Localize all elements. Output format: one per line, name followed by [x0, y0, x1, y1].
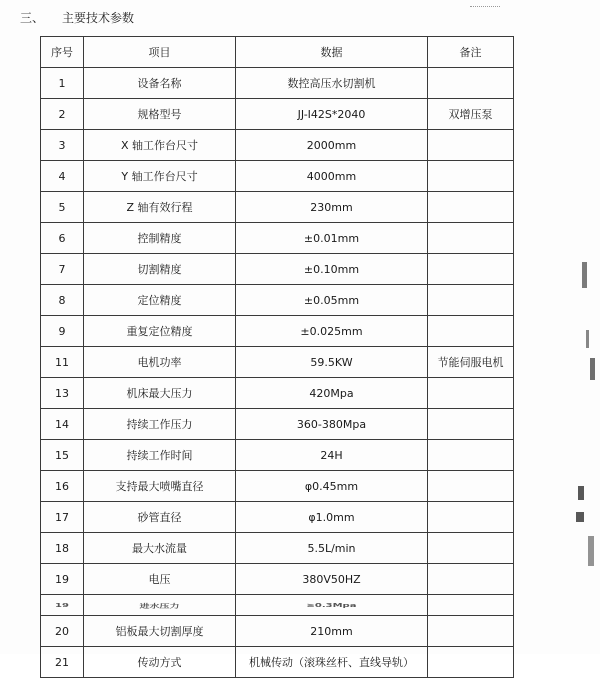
cell-item: 持续工作时间 — [84, 440, 236, 471]
cell-item: Y 轴工作台尺寸 — [84, 161, 236, 192]
cell-value: ±0.025mm — [236, 316, 428, 347]
cell-no: 8 — [41, 285, 84, 316]
cell-value: 230mm — [236, 192, 428, 223]
cell-item: 电压 — [84, 564, 236, 595]
scan-edge-mark — [578, 486, 584, 500]
header-no: 序号 — [41, 37, 84, 68]
cell-note — [428, 161, 514, 192]
scan-edge-mark — [576, 512, 584, 522]
cell-item: 铝板最大切割厚度 — [84, 616, 236, 647]
cell-no: 2 — [41, 99, 84, 130]
cell-no: 4 — [41, 161, 84, 192]
cell-item: 机床最大压力 — [84, 378, 236, 409]
cell-value: ±0.05mm — [236, 285, 428, 316]
cell-no: 6 — [41, 223, 84, 254]
table-row — [41, 647, 514, 678]
cell-note — [428, 616, 514, 647]
cell-no: 18 — [41, 533, 84, 564]
cell-note — [428, 316, 514, 347]
cell-value: ±0.01mm — [236, 223, 428, 254]
cell-item-text: 进水压力 — [139, 603, 180, 610]
cell-item: 定位精度 — [84, 285, 236, 316]
cell-note: 节能伺服电机 — [428, 347, 514, 378]
header-item: 项目 — [84, 37, 236, 68]
cell-note — [428, 471, 514, 502]
cell-item: 传动方式 — [84, 647, 236, 678]
table-row-faint — [41, 595, 514, 616]
cell-note — [428, 223, 514, 254]
cell-item: 切割精度 — [84, 254, 236, 285]
table-row — [41, 254, 514, 285]
table-row — [41, 409, 514, 440]
table-row — [41, 99, 514, 130]
cell-value: φ1.0mm — [236, 502, 428, 533]
cell-note — [428, 533, 514, 564]
cell-no: 7 — [41, 254, 84, 285]
cell-value: 5.5L/min — [236, 533, 428, 564]
cell-no: 1 — [41, 68, 84, 99]
cell-value: 2000mm — [236, 130, 428, 161]
header-value: 数据 — [236, 37, 428, 68]
cell-value: 420Mpa — [236, 378, 428, 409]
cell-no: 17 — [41, 502, 84, 533]
cell-value: 210mm — [236, 616, 428, 647]
table-row — [41, 68, 514, 99]
scan-edge-mark — [590, 358, 595, 380]
cell-value: 4000mm — [236, 161, 428, 192]
table-row — [41, 316, 514, 347]
cell-no: 11 — [41, 347, 84, 378]
cell-item: 持续工作压力 — [84, 409, 236, 440]
cell-no: 20 — [41, 616, 84, 647]
cell-item: 电机功率 — [84, 347, 236, 378]
cell-value-text: ≥0.3Mpa — [306, 601, 357, 609]
table-header-row — [41, 37, 514, 68]
cell-no: 5 — [41, 192, 84, 223]
cell-no: 14 — [41, 409, 84, 440]
cell-item: 控制精度 — [84, 223, 236, 254]
table-row — [41, 533, 514, 564]
table-row — [41, 161, 514, 192]
cell-item: 最大水流量 — [84, 533, 236, 564]
cell-item: Z 轴有效行程 — [84, 192, 236, 223]
table-row — [41, 192, 514, 223]
table-row — [41, 130, 514, 161]
section-heading — [20, 9, 134, 26]
cell-item: 砂管直径 — [84, 502, 236, 533]
cell-value: 数控高压水切割机 — [236, 68, 428, 99]
cell-note — [428, 647, 514, 678]
cell-note — [428, 68, 514, 99]
cell-value: 24H — [236, 440, 428, 471]
section-title: 主要技术参数 — [62, 11, 135, 25]
scan-edge-mark — [586, 330, 589, 348]
cell-no: 16 — [41, 471, 84, 502]
cell-item: 重复定位精度 — [84, 316, 236, 347]
cell-note — [428, 440, 514, 471]
cell-no — [41, 595, 84, 616]
cell-no-text: 19 — [55, 601, 69, 609]
cell-value — [236, 595, 428, 616]
table-row — [41, 285, 514, 316]
cell-no: 19 — [41, 564, 84, 595]
cell-note: 双增压泵 — [428, 99, 514, 130]
cell-note — [428, 378, 514, 409]
scan-edge-mark — [582, 262, 587, 288]
cell-no: 9 — [41, 316, 84, 347]
cell-value: 机械传动（滚珠丝杆、直线导轨） — [236, 647, 428, 678]
cell-item: 规格型号 — [84, 99, 236, 130]
cell-note — [428, 595, 514, 616]
cell-value: φ0.45mm — [236, 471, 428, 502]
table-row — [41, 616, 514, 647]
cell-note — [428, 564, 514, 595]
table-row — [41, 440, 514, 471]
table-row — [41, 502, 514, 533]
cell-item — [84, 595, 236, 616]
scan-edge-mark — [588, 536, 594, 566]
cell-note — [428, 254, 514, 285]
table-row — [41, 564, 514, 595]
cell-note — [428, 192, 514, 223]
cell-no: 3 — [41, 130, 84, 161]
cell-note — [428, 285, 514, 316]
cell-value: JJ-I42S*2040 — [236, 99, 428, 130]
cell-item: 支持最大喷嘴直径 — [84, 471, 236, 502]
section-number: 三、 — [20, 11, 45, 25]
table-row — [41, 347, 514, 378]
cell-no: 15 — [41, 440, 84, 471]
cell-value: ±0.10mm — [236, 254, 428, 285]
cell-no: 21 — [41, 647, 84, 678]
table-row — [41, 471, 514, 502]
table-row — [41, 378, 514, 409]
cell-note — [428, 502, 514, 533]
cell-value: 59.5KW — [236, 347, 428, 378]
header-note: 备注 — [428, 37, 514, 68]
cell-note — [428, 409, 514, 440]
table-row — [41, 223, 514, 254]
cell-note — [428, 130, 514, 161]
cell-value: 360-380Mpa — [236, 409, 428, 440]
cell-item: X 轴工作台尺寸 — [84, 130, 236, 161]
page-corner-mark — [470, 0, 500, 7]
spec-table — [40, 36, 514, 678]
cell-value: 380V50HZ — [236, 564, 428, 595]
cell-no: 13 — [41, 378, 84, 409]
cell-item: 设备名称 — [84, 68, 236, 99]
